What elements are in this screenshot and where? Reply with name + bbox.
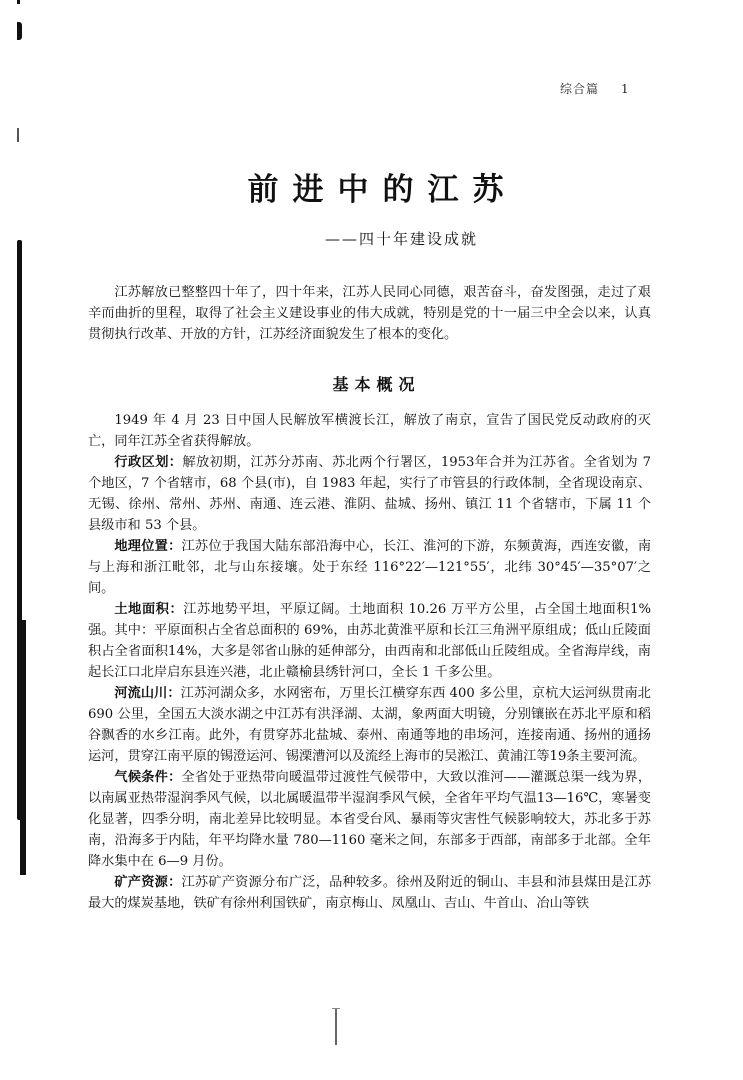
- running-head-section: 综合篇: [560, 82, 600, 96]
- intro-paragraph: 江苏解放已整整四十年了，四十年来，江苏人民同心同德，艰苦奋斗，奋发图强，走过了艰辛而曲折的里程，取得了社会主义建设事业的伟大成就，特别是党的十一届三中全会以来，认真贯彻执行改革、开放的方针，江苏经济面貌发生了根本的变化。: [88, 285, 651, 342]
- scan-edge-mark: [17, 128, 19, 142]
- paragraph-text: 江苏地势平坦，平原辽阔。土地面积 10.26 万平方公里，占全国土地面积1%强。其中：平原面积占全省总面积的 69%，由苏北黄淮平原和长江三角洲平原组成；低山丘陵面积占全省面积14%，大多是邻省山脉的延伸部分，由西南和北部低山丘陵组成。全省海岸线，南起长江口北岸启东县连兴港，北止赣榆县绣针河口，全长 1 千多公里。: [88, 602, 652, 680]
- paragraph-text: 解放初期，江苏分苏南、苏北两个行署区，1953年合并为江苏省。全省划为 7 个地区，7 个省辖市，68 个县(市)，自 1983 年起，实行了市管县的行政体制，全省现设南京、无锡、徐州、常州、苏州、南通、连云港、淮阴、盐城、扬州、镇江 11 个省辖市，下属 11 个县级市和 53 个县。: [88, 455, 652, 533]
- page-number: 1: [621, 82, 629, 96]
- section-heading: 基本概况: [332, 375, 421, 394]
- paragraph-admin-division: [88, 452, 651, 536]
- scan-edge-mark: [17, 0, 20, 4]
- paragraph-text: 江苏位于我国大陆东部沿海中心，长江、淮河的下游，东频黄海，西连安徽，南与上海和浙江毗邻，北与山东接壤。处于东经 116°22′—121°55′，北纬 30°45′—35°07′之间。: [88, 539, 652, 596]
- intro-block: [88, 282, 651, 345]
- paragraph-text: 全省处于亚热带向暖温带过渡性气候带中，大致以淮河——灌溉总渠一线为界，以南属亚热带湿润季风气候，以北属暖温带半湿润季风气候，全省年平均气温13—16℃，寒暑变化显著，四季分明，南北差异比较明显。本省受台风、暴雨等灾害性气候影响较大，苏北多于苏南，沿海多于内陆，年平均降水量 780—1160 毫米之间，东部多于西部，南部多于北部。全年降水集中在 6—9 月份。: [88, 770, 652, 869]
- paragraph-location: [88, 536, 651, 599]
- paragraph-text: 江苏河湖众多，水网密布，万里长江横穿东西 400 多公里，京杭大运河纵贯南北 690 公里，全国五大淡水湖之中江苏有洪泽湖、太湖，象两面大明镜，分别镶嵌在苏北平原和稻谷飘香的水乡江南。此外，有贯穿苏北盐城、泰州、南通等地的串场河，连接南通、扬州的通扬运河，贯穿江南平原的锡澄运河、锡溧漕河以及流经上海市的吴淞江、黄浦江等19条主要河流。: [88, 686, 651, 764]
- paragraph-rivers: [88, 683, 651, 767]
- paragraph-lead: 土地面积：: [114, 602, 184, 617]
- article-title: 前进中的江苏: [247, 172, 518, 208]
- paragraph-text: 1949 年 4 月 23 日中国人民解放军横渡长江，解放了南京，宣告了国民党反动政府的灭亡，同年江苏全省获得解放。: [88, 413, 651, 449]
- scan-edge-shadow: [20, 620, 26, 875]
- paragraph-text: 江苏矿产资源分布广泛，品种较多。徐州及附近的铜山、丰县和沛县煤田是江苏最大的煤炭基地，铁矿有徐州利国铁矿，南京梅山、凤凰山、吉山、牛首山、冶山等铁: [88, 875, 652, 911]
- gutter-mark: [335, 1008, 337, 1045]
- paragraph-lead: 矿产资源：: [114, 875, 182, 890]
- paragraph-lead: 行政区划：: [114, 455, 183, 470]
- paragraph-land-area: [88, 599, 651, 683]
- paragraph-lead: 河流山川：: [114, 686, 181, 701]
- paragraph-climate: [88, 767, 651, 872]
- paragraph-liberation: [88, 410, 651, 452]
- running-head: [560, 80, 629, 97]
- scan-edge-mark: [17, 22, 22, 40]
- paragraph-lead: 气候条件：: [114, 770, 182, 785]
- body-block: [88, 410, 651, 914]
- paragraph-lead: 地理位置：: [114, 539, 182, 554]
- paragraph-minerals: [88, 872, 651, 914]
- article-subtitle: ——四十年建设成就: [324, 230, 478, 248]
